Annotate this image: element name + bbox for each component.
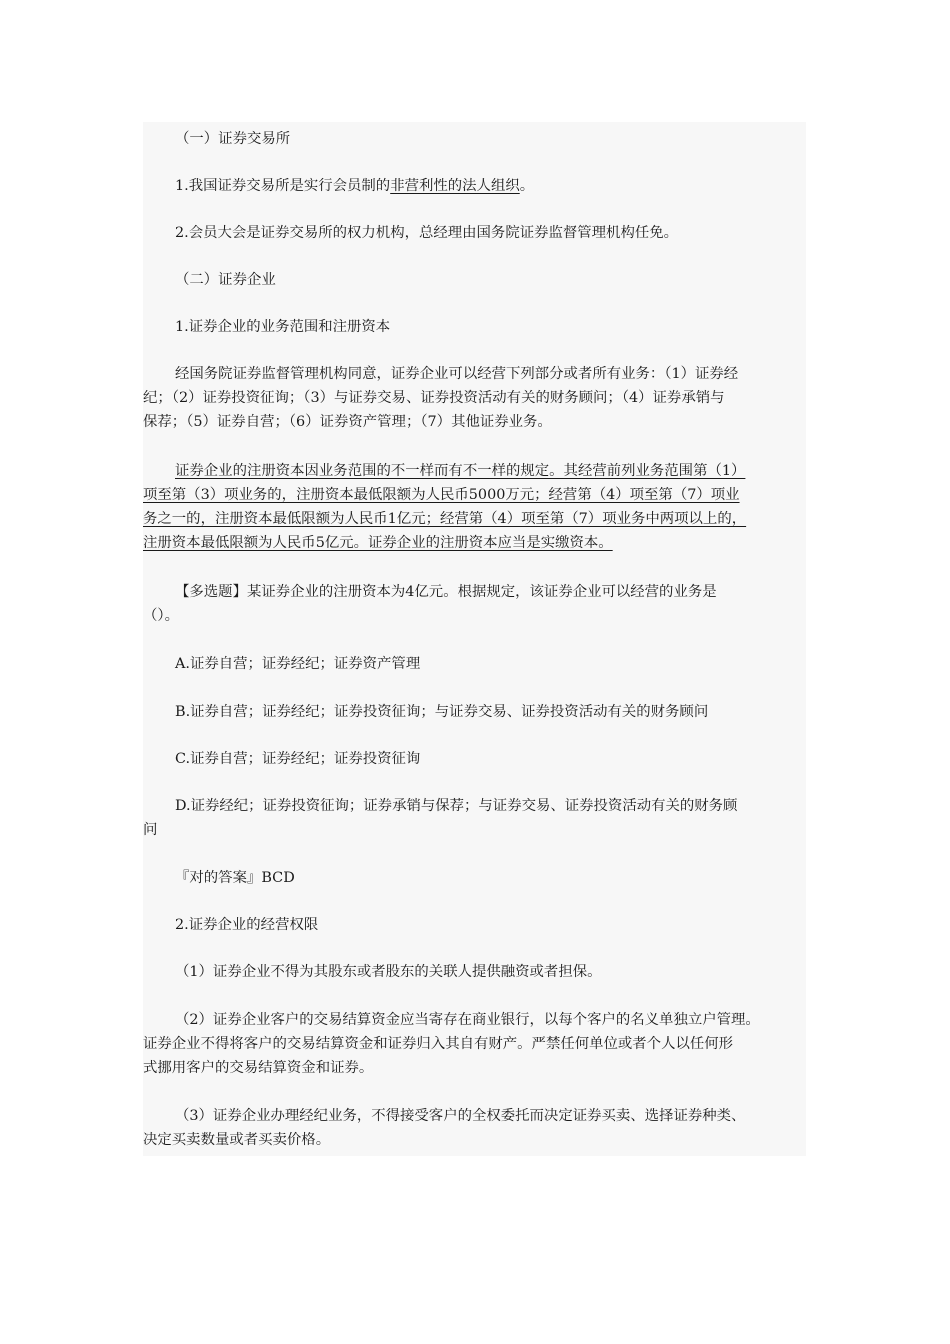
underlined-term: 非营利性的法人组织 xyxy=(390,178,520,194)
registered-capital-line: 务之一的，注册资本最低限额为人民币1亿元；经营第（4）项至第（7）项业务中两项以上的， xyxy=(143,511,747,527)
item2: 2.会员大会是证券交易所的权力机构，总经理由国务院证券监督管理机构任免。 xyxy=(175,225,679,241)
business-scope-line: 经国务院证券监督管理机构同意，证券企业可以经营下列部分或者所有业务：（1）证券经 xyxy=(175,366,739,382)
registered-capital-line: 项至第（3）项业务的，注册资本最低限额为人民币5000万元；经营第（4）项至第（7）项业 xyxy=(143,487,740,503)
rule2-line: 证券企业不得将客户的交易结算资金和证券归入其自有财产。严禁任何单位或者个人以任何形 xyxy=(143,1036,734,1052)
rule2-line: 式挪用客户的交易结算资金和证券。 xyxy=(143,1060,374,1076)
rule3-line: （3）证券企业办理经纪业务，不得接受客户的全权委托而决定证券买卖、选择证券种类、 xyxy=(175,1108,746,1124)
option-d-line: D.证券经纪；证券投资征询；证券承销与保荐；与证券交易、证券投资活动有关的财务顾 xyxy=(175,798,738,814)
answer: 『对的答案』BCD xyxy=(175,870,295,886)
question-line: （）。 xyxy=(143,608,179,624)
subsection1-heading: 1.证券企业的业务范围和注册资本 xyxy=(175,319,391,335)
registered-capital-line: 注册资本最低限额为人民币5亿元。证券企业的注册资本应当是实缴资本。 xyxy=(143,535,613,551)
section2-heading: （二）证券企业 xyxy=(175,272,276,288)
item1: 1.我国证券交易所是实行会员制的非营利性的法人组织。 xyxy=(175,178,535,194)
option-b: B.证券自营；证券经纪；证券投资征询；与证券交易、证券投资活动有关的财务顾问 xyxy=(175,704,709,720)
question-line: 【多选题】某证券企业的注册资本为4亿元。根据规定，该证券企业可以经营的业务是 xyxy=(175,584,717,600)
option-d-line: 问 xyxy=(143,822,158,838)
rule3-line: 决定买卖数量或者买卖价格。 xyxy=(143,1132,331,1148)
section1-heading: （一）证券交易所 xyxy=(175,131,291,147)
option-a: A.证券自营；证券经纪；证券资产管理 xyxy=(175,656,421,672)
business-scope-line: 保荐；（5）证券自营；（6）证券资产管理；（7）其他证券业务。 xyxy=(143,414,552,430)
business-scope-line: 纪；（2）证券投资征询；（3）与证券交易、证券投资活动有关的财务顾问；（4）证券承销与 xyxy=(143,390,725,406)
rule2-line: （2）证券企业客户的交易结算资金应当寄存在商业银行，以每个客户的名义单独立户管理。 xyxy=(175,1012,760,1028)
rule1: （1）证券企业不得为其股东或者股东的关联人提供融资或者担保。 xyxy=(175,964,602,980)
rule2-paragraph xyxy=(143,1008,808,1080)
registered-capital-line: 证券企业的注册资本因业务范围的不一样而有不一样的规定。其经营前列业务范围第（1） xyxy=(175,463,746,479)
rule3-paragraph xyxy=(143,1104,808,1152)
option-c: C.证券自营；证券经纪；证券投资征询 xyxy=(175,751,421,767)
option-d xyxy=(143,794,808,842)
registered-capital-paragraph xyxy=(143,459,808,555)
business-scope-paragraph xyxy=(143,362,808,434)
question-paragraph xyxy=(143,580,808,628)
subsection2-heading: 2.证券企业的经营权限 xyxy=(175,917,319,933)
